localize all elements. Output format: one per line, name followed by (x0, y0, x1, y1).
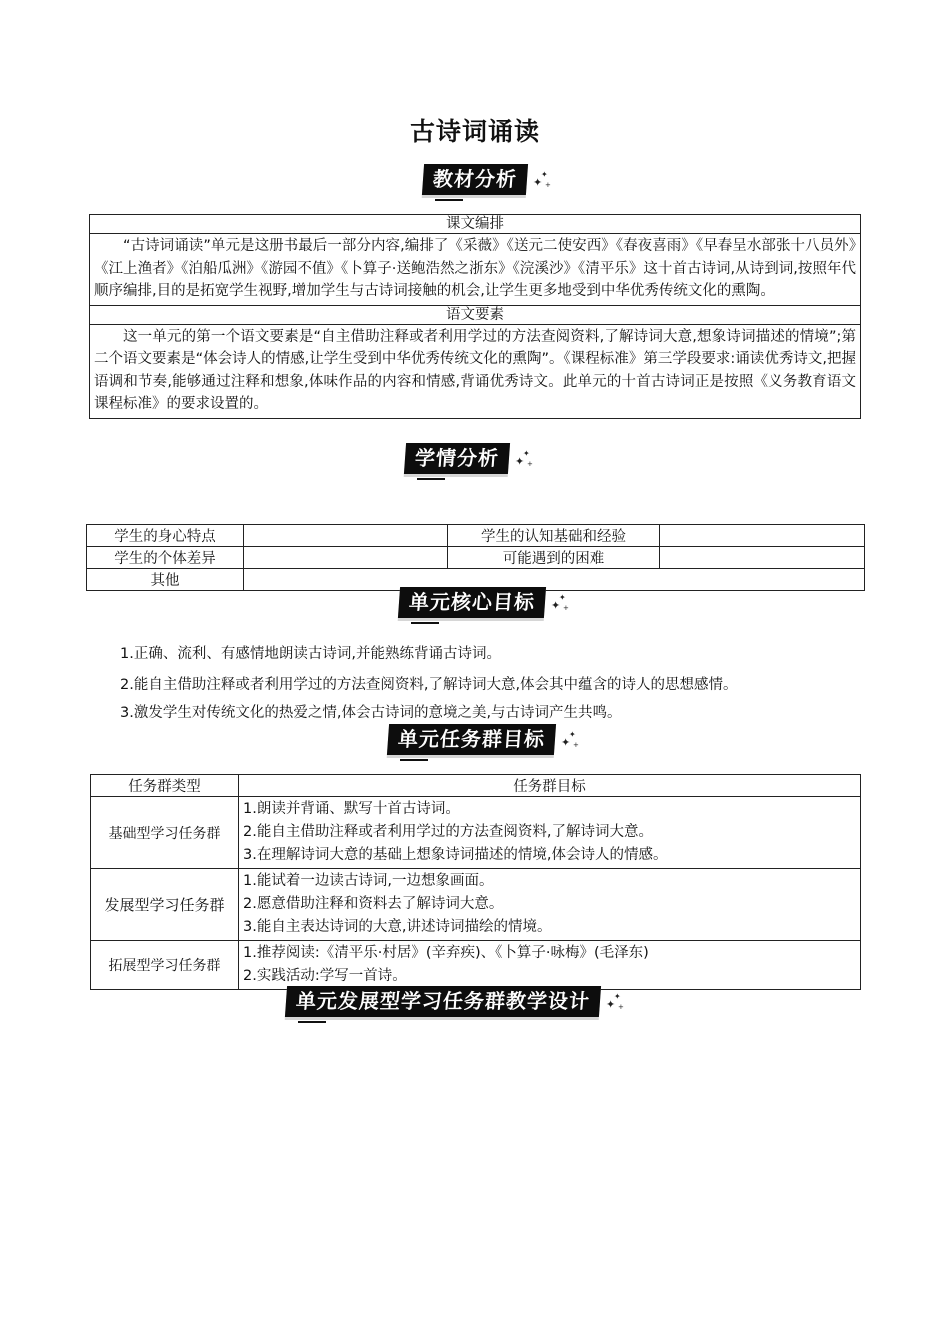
cell-cognitive-value[interactable] (660, 525, 865, 547)
textbook-analysis-table (89, 214, 861, 419)
cell-other: 其他 (87, 569, 244, 591)
task-goals-basic (239, 797, 861, 869)
section-banner-design: 单元发展型学习任务群教学设计 ✦ ✦ + (286, 986, 624, 1017)
task-group-table (90, 774, 861, 990)
task-goal-item: 1.能试着一边读古诗词,一边想象画面。 (243, 873, 494, 889)
core-goal-3: 3.激发学生对传统文化的热爱之情,体会古诗词的意境之美,与古诗词产生共鸣。 (120, 705, 622, 721)
banner-label: 单元核心目标 (398, 587, 546, 618)
col-header-goal: 任务群目标 (239, 775, 861, 797)
task-goal-item: 1.朗读并背诵、默写十首古诗词。 (243, 801, 460, 817)
section-banner-core-goal: 单元核心目标 ✦ ✦ + (399, 587, 569, 618)
banner-underline (417, 478, 445, 480)
header-arrangement: 课文编排 (90, 215, 861, 234)
section-banner-task-goal: 单元任务群目标 ✦ ✦ + (388, 724, 579, 755)
task-type-development: 发展型学习任务群 (91, 869, 239, 941)
task-goal-item: 2.愿意借助注释和资料去了解诗词大意。 (243, 896, 504, 912)
language-elements-paragraph: 这一单元的第一个语文要素是“自主借助注释或者利用学过的方法查阅资料,了解诗词大意,想象诗词描述的情境”;第二个语文要素是“体会诗人的情感,让学生受到中华优秀传统文化的熏陶”。《课程标准》第三学段要求:诵读优秀诗文,把握语调和节奏,能够通过注释和想象,体味作品的内容和情感,背诵优秀诗文。此单元的十首古诗词正是按照《义务教育语文课程标准》的要求设置的。 (90, 324, 861, 418)
task-goals-development (239, 869, 861, 941)
cell-individual: 学生的个体差异 (87, 547, 244, 569)
task-goal-item: 3.在理解诗词大意的基础上想象诗词描述的情境,体会诗人的情感。 (243, 847, 668, 863)
cell-physical: 学生的身心特点 (87, 525, 244, 547)
core-goal-1: 1.正确、流利、有感情地朗读古诗词,并能熟练背诵古诗词。 (120, 646, 501, 662)
col-header-type: 任务群类型 (91, 775, 239, 797)
cell-difficulty-value[interactable] (660, 547, 865, 569)
page-title: 古诗词诵读 (409, 117, 540, 146)
cell-cognitive: 学生的认知基础和经验 (448, 525, 660, 547)
banner-underline (411, 622, 439, 624)
task-type-basic: 基础型学习任务群 (91, 797, 239, 869)
learner-analysis-table (86, 524, 865, 591)
banner-underline (298, 1021, 326, 1023)
core-goal-2: 2.能自主借助注释或者利用学过的方法查阅资料,了解诗词大意,体会其中蕴含的诗人的思想感情。 (120, 677, 738, 693)
banner-underline (435, 199, 463, 201)
banner-underline (400, 759, 428, 761)
banner-label: 教材分析 (422, 164, 528, 195)
header-language-elements: 语文要素 (90, 305, 861, 324)
cell-individual-value[interactable] (244, 547, 448, 569)
arrangement-paragraph: “古诗词诵读”单元是这册书最后一部分内容,编排了《采薇》《送元二使安西》《春夜喜雨》《早春呈水部张十八员外》《江上渔者》《泊船瓜洲》《游园不值》《卜算子·送鲍浩然之浙东》《浣溪沙》《清平乐》这十首古诗词,从诗到词,按照年代顺序编排,目的是拓宽学生视野,增加学生与古诗词接触的机会,让学生更多地受到中华优秀传统文化的熏陶。 (90, 234, 861, 306)
task-goal-item: 3.能自主表达诗词的大意,讲述诗词描绘的情境。 (243, 919, 552, 935)
task-goal-item: 1.推荐阅读:《清平乐·村居》(辛弃疾)、《卜算子·咏梅》(毛泽东) (243, 945, 649, 961)
task-goal-item: 2.实践活动:学写一首诗。 (243, 968, 407, 984)
banner-label: 单元发展型学习任务群教学设计 (285, 986, 601, 1017)
cell-difficulty: 可能遇到的困难 (448, 547, 660, 569)
task-goals-extension (239, 941, 861, 990)
task-type-extension: 拓展型学习任务群 (91, 941, 239, 990)
banner-label: 单元任务群目标 (387, 724, 556, 755)
cell-physical-value[interactable] (244, 525, 448, 547)
section-banner-learner: 学情分析 ✦ ✦ + (405, 443, 533, 474)
banner-label: 学情分析 (404, 443, 510, 474)
task-goal-item: 2.能自主借助注释或者利用学过的方法查阅资料,了解诗词大意。 (243, 824, 653, 840)
section-banner-analysis: 教材分析 ✦ ✦ + (423, 164, 551, 195)
